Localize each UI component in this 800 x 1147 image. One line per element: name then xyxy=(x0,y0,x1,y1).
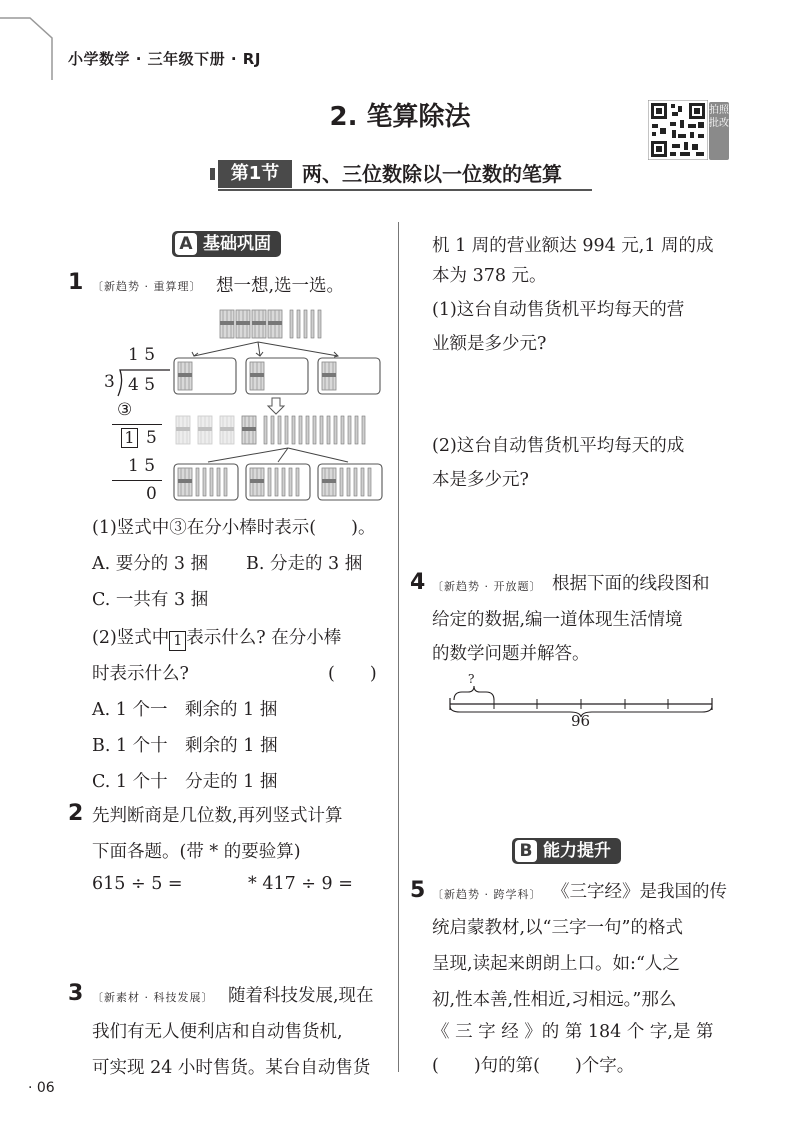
q1-sub2-option-a: A. 1 个一 剩余的 1 捆 xyxy=(92,700,278,720)
q5-tag: 〔新趋势 · 跨学科〕 xyxy=(432,888,542,901)
q1-boxed-digit: 1 xyxy=(121,428,138,448)
q1-sub2-line1 xyxy=(92,624,341,651)
q4-line2: 给定的数据,编一道体现生活情境 xyxy=(432,610,683,630)
q1-prompt: 想一想,选一选。 xyxy=(216,276,345,296)
q3-tag: 〔新素材 · 科技发展〕 xyxy=(92,991,214,1004)
q3-sub2-line1: (2)这台自动售货机平均每天的成 xyxy=(432,436,685,456)
q1-sub1-option-a: A. 要分的 3 捆 xyxy=(92,554,209,574)
corner-decoration xyxy=(0,0,70,80)
q3-sub1-line1: (1)这台自动售货机平均每天的营 xyxy=(432,300,685,320)
q2-number: 2 xyxy=(68,801,84,826)
section-underline xyxy=(218,189,592,191)
q1-dividend: 4 5 xyxy=(128,375,156,395)
q3-line5: 本为 378 元。 xyxy=(432,266,547,286)
q3-line3: 可实现 24 小时售货。某台自动售货 xyxy=(92,1058,371,1078)
q4-line1: 根据下面的线段图和 xyxy=(552,574,710,594)
q1-sub1-option-c: C. 一共有 3 捆 xyxy=(92,590,209,610)
part-a-badge: A xyxy=(175,233,197,255)
part-b-label: 能力提升 xyxy=(543,841,611,861)
q1-quotient: 1 5 xyxy=(128,345,156,365)
q3-line2: 我们有无人便利店和自动售货机, xyxy=(92,1022,343,1042)
part-b-badge: B xyxy=(515,840,537,862)
q4-question-mark: ? xyxy=(468,672,475,686)
q3-number: 3 xyxy=(68,981,84,1006)
q1-sub2-rest: 表示什么? 在分小棒 xyxy=(186,628,342,648)
chapter-title: 2. 笔算除法 xyxy=(329,102,471,132)
q5-line5: 《 三 字 经 》的 第 184 个 字,是 第 xyxy=(432,1022,714,1042)
q1-sub2-box: 1 xyxy=(169,631,186,651)
q1-sub2-lead: (2)竖式中 xyxy=(92,628,170,648)
q3-sub1-line2: 业额是多少元? xyxy=(432,334,547,354)
q1-tag: 〔新趋势 · 重算理〕 xyxy=(92,280,202,293)
q1-remainder: 0 xyxy=(146,484,157,504)
q2-line1: 先判断商是几位数,再列竖式计算 xyxy=(92,806,343,826)
q4-line3: 的数学问题并解答。 xyxy=(432,644,590,664)
q1-sub2-answer-paren[interactable]: ( ) xyxy=(328,664,377,684)
q5-line1: 《三字经》是我国的传 xyxy=(552,882,727,902)
q5-line6: ( )句的第( )个字。 xyxy=(432,1056,635,1076)
q3-line1: 随着科技发展,现在 xyxy=(228,986,374,1006)
q1-sub2-option-c: C. 1 个十 分走的 1 捆 xyxy=(92,772,278,792)
q5-number: 5 xyxy=(410,878,426,903)
q1-rule-1 xyxy=(112,424,162,425)
page-number: · 06 xyxy=(28,1080,55,1096)
q1-row-after-box: 5 xyxy=(146,428,157,448)
q1-divisor: 3 xyxy=(104,372,115,392)
book-header: 小学数学 · 三年级下册 · RJ xyxy=(68,50,261,68)
q5-line2: 统启蒙教材,以“三字一句”的格式 xyxy=(432,918,683,938)
column-divider xyxy=(398,222,399,1072)
part-b-pill xyxy=(512,838,621,864)
q2-expr2: * 417 ÷ 9 = xyxy=(248,874,353,894)
section-tag: 第1节 xyxy=(218,160,292,188)
q3-sub2-line2: 本是多少元? xyxy=(432,470,529,490)
q1-rule-2 xyxy=(112,480,162,481)
q1-sub2-option-b: B. 1 个十 剩余的 1 捆 xyxy=(92,736,278,756)
q1-sub1-option-b: B. 分走的 3 捆 xyxy=(246,554,363,574)
q1-sticks-illustration xyxy=(168,308,390,504)
q4-number: 4 xyxy=(410,570,426,595)
q5-line3: 呈现,读起来朗朗上口。如:“人之 xyxy=(432,954,680,974)
q1-number: 1 xyxy=(68,270,84,295)
q3-line4: 机 1 周的营业额达 994 元,1 周的成 xyxy=(432,236,714,256)
q4-brace-top xyxy=(454,686,494,700)
qr-label: 拍照批改 xyxy=(709,102,729,160)
section-title: 两、三位数除以一位数的笔算 xyxy=(302,162,562,186)
q1-row2: 1 5 xyxy=(128,456,156,476)
q1-sub1: (1)竖式中③在分小棒时表示( )。 xyxy=(92,518,376,538)
q1-sub2-line2: 时表示什么? xyxy=(92,664,189,684)
q5-line4: 初,性本善,性相近,习相远。”那么 xyxy=(432,990,677,1010)
q4-tag: 〔新趋势 · 开放题〕 xyxy=(432,580,542,593)
q2-line2: 下面各题。(带 * 的要验算) xyxy=(92,842,301,862)
part-a-pill xyxy=(172,231,281,257)
qr-code-icon[interactable] xyxy=(648,100,708,160)
q1-circled-3: ③ xyxy=(117,400,133,420)
part-a-label: 基础巩固 xyxy=(203,234,271,254)
q2-expr1: 615 ÷ 5 = xyxy=(92,874,183,894)
q4-total: 96 xyxy=(571,712,591,730)
